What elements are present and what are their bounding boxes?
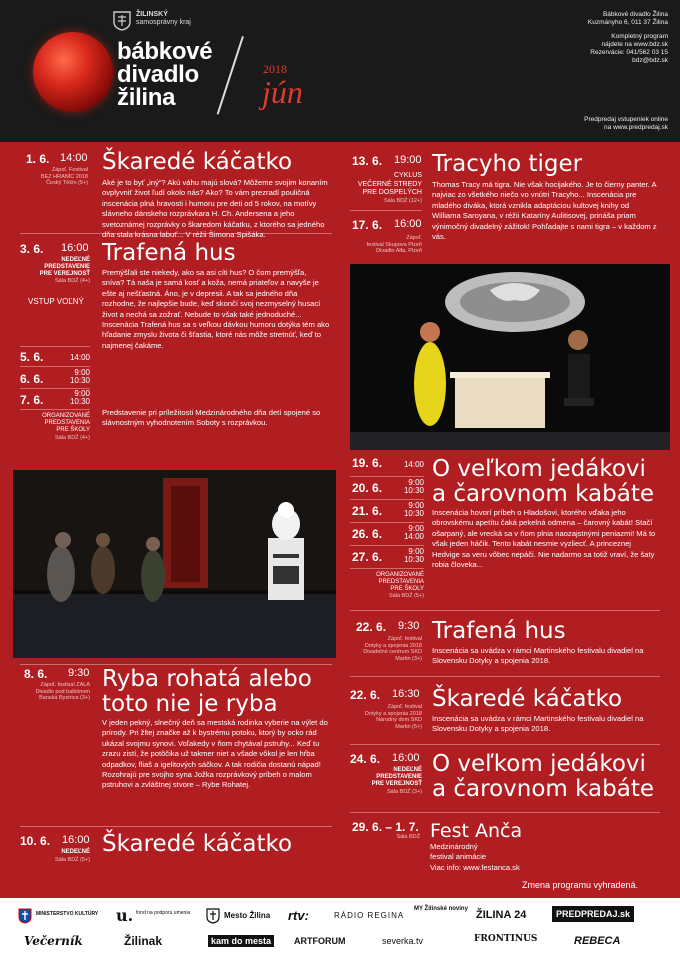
theatre-logo-orb [33, 32, 113, 112]
event-title: Trafená hus [432, 618, 566, 644]
divider [350, 744, 660, 745]
event-title: Trafená hus [102, 240, 236, 266]
event-date: 3. 6. [20, 242, 44, 256]
brand-line-2: divadlo [117, 61, 199, 88]
festival-website[interactable]: Viac info: www.festanca.sk [430, 862, 520, 872]
logo-ministry: MINISTERSTVO KULTÚRY [36, 911, 99, 917]
partner-logos [0, 898, 680, 960]
event-time: 16:00 [61, 242, 89, 254]
event-title: Škaredé káčatko [432, 686, 623, 712]
event-venue: Sála BDŽ (12+) [383, 198, 422, 204]
stage-photo-tracyho-tiger [350, 264, 670, 450]
brand-name [117, 40, 212, 109]
contact-block [588, 11, 668, 27]
event-time: 9:30 [68, 667, 90, 679]
event-venue-info: Zápoľ. festival Skupova Plzeň Divadlo Alfa, Plzeň [366, 235, 422, 254]
header [0, 0, 680, 142]
event-description: Inscenácia sa uvádza v rámci Martinského festivalu divadiel na Slovensku Dotyky a spojenia 2018. [432, 714, 644, 734]
event-venue: Sála BDŽ (5+) [55, 857, 90, 863]
event-time: 16:00 [62, 834, 90, 846]
event-time: 14:00 [60, 152, 88, 164]
divider [350, 676, 660, 677]
event-date: 6. 6. [20, 372, 44, 386]
event-date: 8. 6. [24, 667, 48, 681]
event-title: Ryba rohatá alebo toto nie je ryba [102, 666, 312, 717]
divider [20, 366, 90, 367]
event-type: ORGANIZOVANÉ PREDSTAVENIA PRE ŠKOLY [376, 572, 424, 592]
event-description: Premýšľali ste niekedy, ako sa asi cíti hus? O čom premýšľa, sníva? Tá naša je samá kosť a koža, nemá priateľov a navyše je ešte aj nešťastná. Áno, je v depresii. A tak sa jedného dňa rozhodne, že najlepšie bude, keď skončí svoj nezmyselný husací život a nechá sa zožrať. Nebude to však také jednoduché... Inscenácia Trafená hus sa s veľkou dávkou humoru dotýka tém ako hľadanie zmyslu života či šťastia, ktoré nás môže stretnúť, keď to najmenej čakáme. [102, 268, 330, 350]
logo-my-noviny: MY Žilinské noviny [414, 906, 468, 912]
event-time: 9:30 [398, 620, 420, 632]
event-title: O veľkom jedákovi a čarovnom kabáte [432, 751, 655, 802]
event-date: 24. 6. [350, 752, 381, 766]
theatre-name: Bábkové divadlo Žilina [602, 11, 668, 18]
divider [20, 346, 90, 347]
theatre-address: Kuzmányho 6, 011 37 Žilina [587, 19, 668, 26]
event-date: 22. 6. [350, 688, 381, 702]
divider [20, 664, 332, 665]
event-venue-info: Zápoľ. festival ZALA Divadlo pod balkónom Banská Bystrica (3+) [35, 682, 90, 701]
logo-rtvs: rtv: [288, 908, 309, 923]
logo-zilinak: Žilinak [124, 934, 163, 948]
program-year: 2018 [263, 62, 287, 76]
date-row: 20. 6. 9:00 10:30 [352, 478, 424, 495]
logo-fpu: fond na podporu umenia [136, 910, 191, 916]
event-title: Škaredé káčatko [102, 831, 293, 857]
event-venue: Sála BDŽ (3+) [387, 789, 422, 795]
event-title: O veľkom jedákovi a čarovnom kabáte [432, 456, 655, 507]
program-line-1: Kompletný program [611, 33, 668, 40]
date-list [350, 456, 424, 600]
divider [20, 409, 90, 410]
event-time: 19:00 [394, 154, 422, 166]
date-row: 21. 6. 9:00 10:30 [352, 501, 424, 518]
event-series: CYKLUS VEČERNÉ STREDY PRE DOSPELÝCH [357, 172, 422, 196]
event-date: 29. 6. – 1. 7. [352, 820, 419, 834]
event-date: 17. 6. [352, 218, 383, 232]
event-type: ORGANIZOVANÉ PREDSTAVENIA PRE ŠKOLY [42, 413, 90, 433]
header-divider [217, 36, 244, 115]
event-title: Škaredé káčatko [102, 149, 293, 175]
event-date: 1. 6. [26, 152, 50, 166]
event-venue-info: Zápoľ. festival Dotyky a spojenia 2018 Národný dom SKD Martin (5+) [364, 704, 422, 730]
event-times: 9:00 10:30 [69, 368, 90, 385]
logo-severka: severka.tv [382, 936, 424, 946]
program-info [590, 33, 668, 65]
slovak-crest-icon [18, 908, 32, 924]
logo-vecernik: Večerník [24, 934, 83, 948]
date-row: 27. 6. 9:00 10:30 [352, 547, 424, 564]
county-subtitle: samosprávny kraj [136, 19, 191, 26]
event-time: 14:00 [69, 353, 90, 362]
logo-row-1 [18, 906, 678, 926]
brand-line-1: bábkové [117, 38, 213, 65]
divider [350, 210, 422, 211]
logo-kam-do-mesta: kam do mesta [208, 935, 274, 947]
event-date: 13. 6. [352, 154, 383, 168]
date-row: 26. 6. 9:00 14:00 [352, 524, 424, 541]
county-crest-icon [113, 11, 131, 31]
event-date: 22. 6. [356, 620, 387, 634]
divider [20, 233, 332, 234]
presale-info [584, 116, 668, 132]
event-description: Medzinárodný festival animácie Viac info: www.festanca.sk [430, 842, 630, 873]
brand-line-3: žilina [117, 84, 176, 111]
event-date: 5. 6. [20, 350, 44, 364]
date-row: 19. 6. 14:00 [352, 456, 424, 470]
logo-frontinus: FRONTINUS [474, 934, 538, 944]
program-website[interactable]: nájdete na www.bdz.sk [601, 41, 668, 48]
event-venue: Sála BDŽ [396, 834, 420, 840]
event-time: 16:00 [394, 218, 422, 230]
divider [20, 826, 332, 827]
free-entry-label: VSTUP VOĽNÝ [28, 297, 84, 306]
event-venue-info: Zápoľ. festival Dotyky a spojenia 2018 Divadelné centrum SKD Martin (3+) [363, 636, 422, 662]
event-venue: Sála BDŽ (4+) [55, 278, 90, 284]
event-title: Tracyho tiger [432, 151, 583, 177]
divider [350, 610, 660, 611]
logo-fpu-mark: u. [116, 906, 134, 925]
event-description: Inscenácia sa uvádza v rámci Martinského festivalu divadiel na Slovensku Dotyky a spojenia 2018. [432, 646, 644, 666]
event-description: V jeden pekný, slnečný deň sa mestská rodinka vyberie na výlet do prírody. Pri žltej značke až k bystrému potoku, ktorý by ocko rád ukázal svojmu synovi. Voľakedy v ňom chytával pstruhy... Keď tu zrazu zistí, že potôčika už takmer niet a všade vôkol je len hŕba odpadkov, fliaš a igelitových sáčkov. A tak rodičia dostanú nápad! Rozohrajú pre svojho syna Jožka rozprávkový príbeh o malom pstruhovi a zvláštnej stvore – Rybe Rohatej. [102, 718, 328, 790]
event-type: NEDEĽNÉ [61, 849, 90, 855]
event-venue-info: Zápoľ. Festival BEZ HRANÍC 2018 Český Těšín (5+) [40, 167, 88, 186]
event-note: Predstavenie pri príležitosti Medzinárodného dňa detí spojené so slávnostným vyhodnotením Soboty s rozprávkou. [102, 408, 321, 428]
logo-predpredaj: PREDPREDAJ.sk [552, 906, 634, 922]
program-month: jún [262, 74, 303, 110]
event-type: NEDEĽNÉ PREDSTAVENIE PRE VEREJNOSŤ [371, 767, 422, 787]
zilina-crest-icon [206, 908, 220, 924]
logo-radio-regina: RÁDIO REGINA [334, 911, 405, 920]
event-time: 16:00 [392, 752, 420, 764]
divider [350, 812, 660, 813]
presale-line-1: Predpredaj vstupeniek online [584, 116, 668, 123]
logo-row-2 [18, 932, 678, 952]
event-title: Fest Anča [430, 820, 523, 842]
event-date: 7. 6. [20, 393, 44, 407]
logo-artforum: ARTFORUM [294, 936, 346, 946]
event-time: 16:30 [392, 688, 420, 700]
divider [350, 568, 424, 569]
event-date: 10. 6. [20, 834, 51, 848]
reservation-phone: Rezervácie: 041/562 03 15 [590, 49, 668, 56]
logo-zilina24: ŽILINA 24 [476, 909, 527, 921]
program-change-note: Zmena programu vyhradená. [522, 880, 639, 890]
event-venue: Sála BDŽ (5+) [389, 593, 424, 599]
event-times: 9:00 10:30 [69, 389, 90, 406]
stage-photo-ryba [13, 470, 336, 658]
logo-mesto-zilina: Mesto Žilina [224, 911, 271, 920]
event-description: Thomas Tracy má tigra. Nie však hocijakého. Je to čierny panter. A najviac zo všetkého niečo vo vnútri Tracyho... Inscenácia pre mladého diváka, ktorá vznikla adaptáciou kultovej knihy od Williama Saroyana, v réžii Kataríny Aulitisovej, prináša priam výnimočný divadelný zážitok! Pohľadajte s nami tigra – v každom z vás. [432, 180, 657, 242]
county-label [136, 11, 191, 27]
county-name: ŽILINSKÝ [136, 11, 168, 18]
logo-rebeca: REBECA [574, 935, 621, 947]
event-type: NEDEĽNÉ PREDSTAVENIE PRE VEREJNOSŤ [39, 257, 90, 277]
event-venue: Sála BDŽ (4+) [55, 435, 90, 441]
presale-website[interactable]: na www.predpredaj.sk [604, 124, 668, 131]
contact-email[interactable]: bdz@bdz.sk [632, 57, 668, 64]
event-description: Inscenácia hovorí príbeh o Hladošovi, ktorého vďaka jeho obrovskému apetítu čaká pekelná odmena – čarovný kabát! Stačí ošarpaný, ale vrecká sa v ňom plnia naozajstnými peniazmi! Má to však jeden háčik. Tento kabát nesmie vyzliecť. A princeznej Hedvige sa veru vôbec nepáči. Nie nadarmo sa totiž vraví, že šaty robia človeka... [432, 508, 656, 570]
event-description: Aké je to byť „iný“? Akú váhu majú slová? Môžeme svojim konaním ovplyvniť život ľudí okolo nás? Ako? To vám prezradí pouličná inscenácia plná hravosti i humoru pre deti od 5 rokov, na motívy slávneho dánskeho rozprávkara H. Ch. Andersena a jeho svetoznámej rozprávky o škaredom káčatku, z ktorého sa jedného dňa stala krásna labuť... V réžii Šimona Spišáka. [102, 178, 328, 240]
